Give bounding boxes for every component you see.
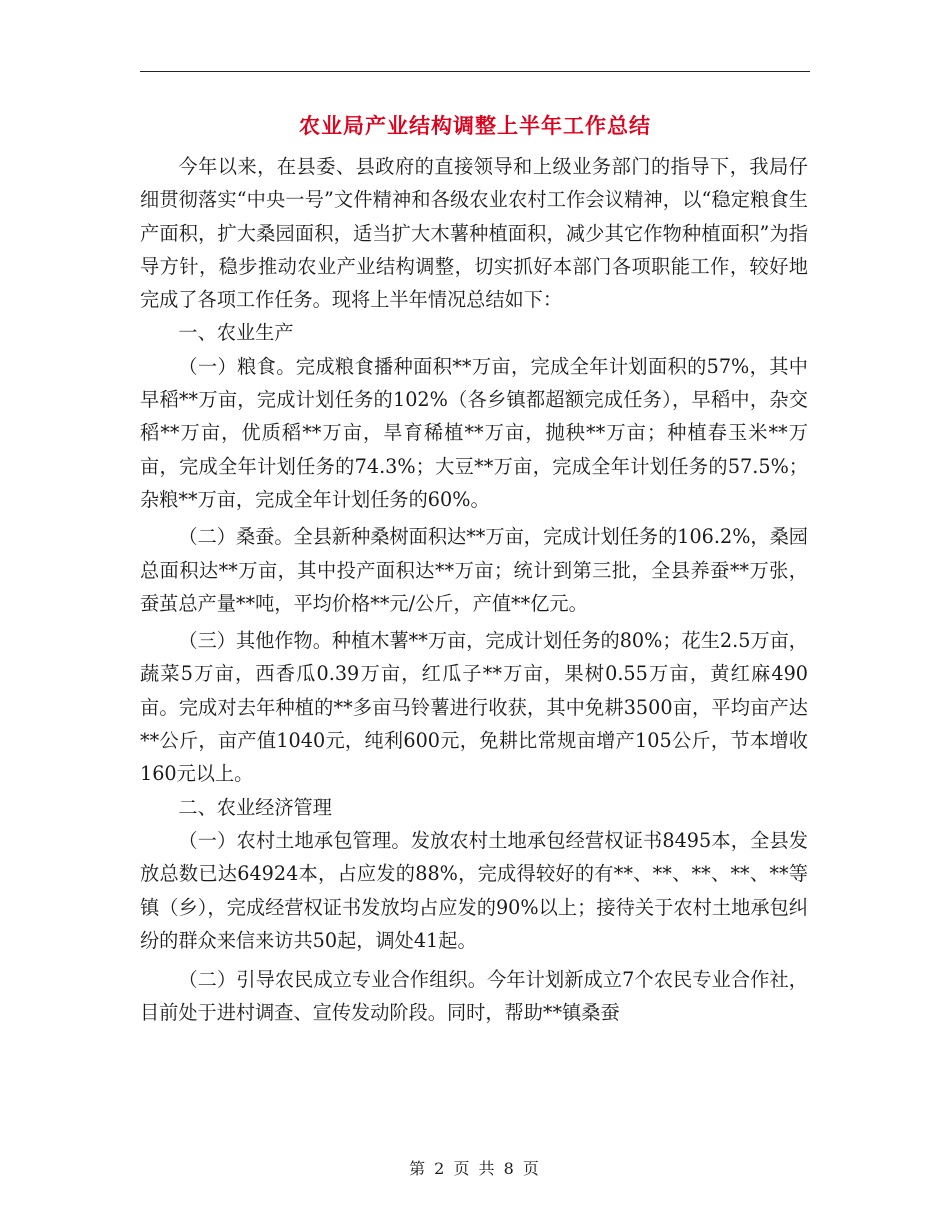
document-title: 农业局产业结构调整上半年工作总结 — [299, 113, 651, 138]
page-number: 第 2 页 共 8 页 — [409, 1159, 541, 1178]
section-heading: 二、农业经济管理 — [178, 795, 332, 819]
body-paragraph: （二）引导农民成立专业合作组织。今年计划新成立7个农民专业合作社，目前处于进村调查、宣传发动阶段。同时，帮助**镇桑蚕 — [140, 968, 808, 1025]
section-heading: 一、农业生产 — [178, 321, 294, 345]
body-paragraph: （二）桑蚕。全县新种桑树面积达**万亩，完成计划任务的106.2%，桑园总面积达**万亩，其中投产面积达**万亩；统计到第三批，全县养蚕**万张，蚕茧总产量**吨，平均价格**元/公斤，产值**亿元。 — [140, 525, 808, 615]
document-body — [140, 150, 808, 1030]
intro-paragraph: 今年以来，在县委、县政府的直接领导和上级业务部门的指导下，我局仔细贯彻落实“中央一号”文件精神和各级农业农村工作会议精神，以“稳定粮食生产面积，扩大桑园面积，适当扩大木薯种植面积，减少其它作物种植面积”为指导方针，稳步推动农业产业结构调整，切实抓好本部门各项职能工作，较好地完成了各项工作任务。现将上半年情况总结如下： — [140, 155, 808, 312]
body-paragraph: （一）农村土地承包管理。发放农村土地承包经营权证书8495本，全县发放总数已达64924本，占应发的88%，完成得较好的有**、**、**、**、**等镇（乡），完成经营权证书发放均占应发的90%以上；接待关于农村土地承包纠纷的群众来信来访共50起，调处41起。 — [140, 828, 808, 952]
body-paragraph: （一）粮食。完成粮食播种面积**万亩，完成全年计划面积的57%，其中早稻**万亩，完成计划任务的102%（各乡镇都超额完成任务），早稻中，杂交稻**万亩，优质稻**万亩，旱育稀植**万亩，抛秧**万亩；种植春玉米**万亩，完成全年计划任务的74.3%；大豆**万亩，完成全年计划任务的57.5%；杂粮**万亩，完成全年计划任务的60%。 — [140, 354, 808, 511]
header-rule — [140, 71, 810, 72]
body-paragraph: （三）其他作物。种植木薯**万亩，完成计划任务的80%；花生2.5万亩，蔬菜5万亩，西香瓜0.39万亩，红瓜子**万亩，果树0.55万亩，黄红麻490亩。完成对去年种植的**多亩马铃薯进行收获，其中免耕3500亩，平均亩产达**公斤，亩产值1040元，纯利600元，免耕比常规亩增产105公斤，节本增收160元以上。 — [140, 629, 808, 786]
